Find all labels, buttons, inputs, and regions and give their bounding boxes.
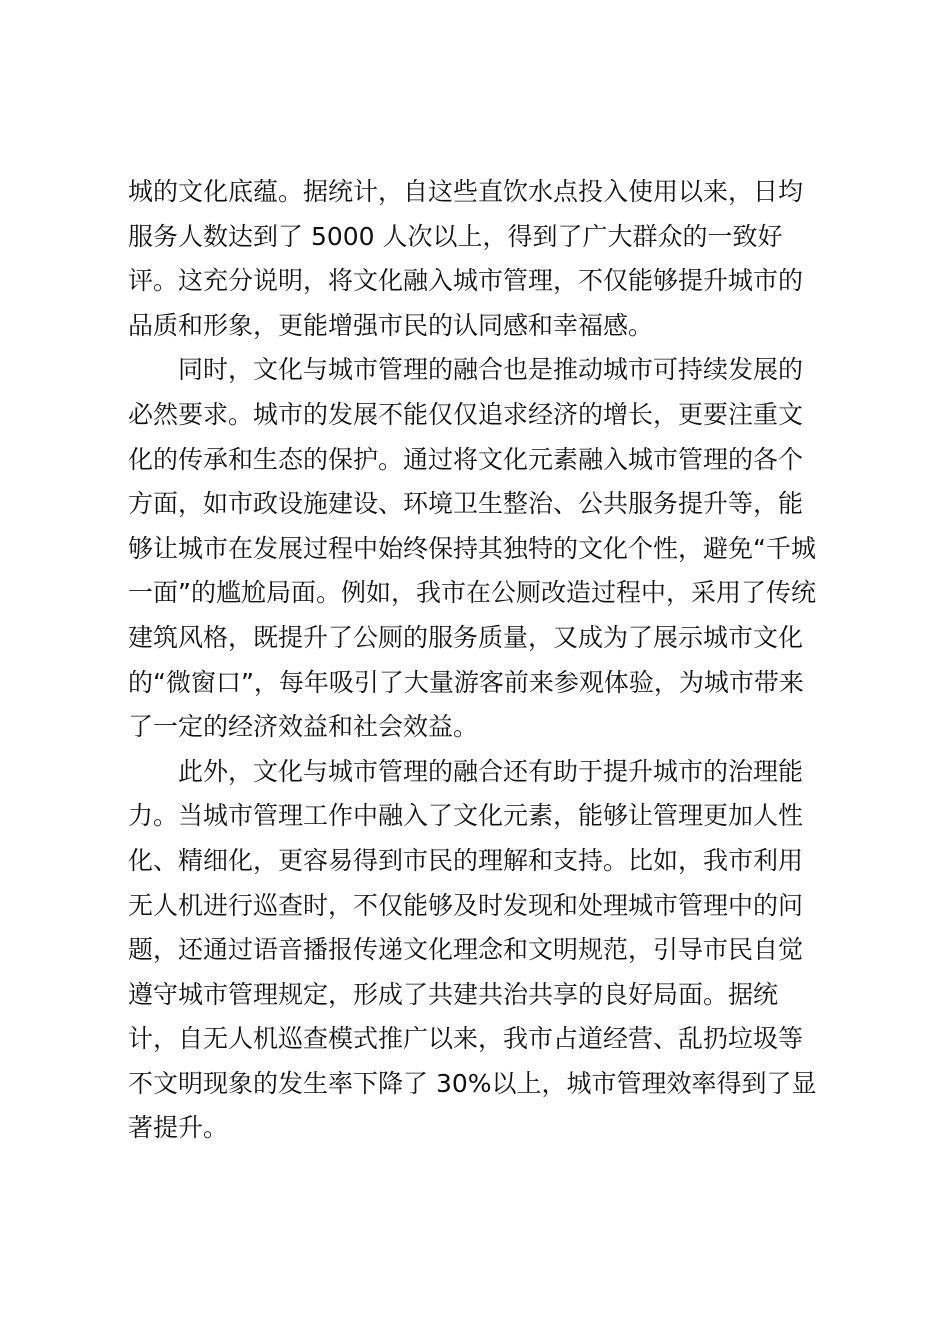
- text-line: 品质和形象，更能增强市民的认同感和幸福感。: [128, 310, 654, 340]
- text-line: 化的传承和生态的保护。通过将文化元素融入城市管理的各个: [128, 444, 804, 474]
- text-line: 够让城市在发展过程中始终保持其独特的文化个性，避免“千城: [128, 533, 816, 563]
- body-text: [128, 170, 830, 1151]
- text-line: 力。当城市管理工作中融入了文化元素，能够让管理更加人性: [128, 801, 804, 831]
- text-line: 方面，如市政设施建设、环境卫生整治、公共服务提升等，能: [128, 489, 804, 519]
- paragraph-start-line: 此外，文化与城市管理的融合还有助于提升城市的治理能: [178, 756, 804, 786]
- text-line: 题，还通过语音播报传递文化理念和文明规范，引导市民自觉: [128, 935, 804, 965]
- text-line: 一面”的尴尬局面。例如，我市在公厕改造过程中，采用了传统: [128, 578, 816, 608]
- text-line: 了一定的经济效益和社会效益。: [128, 712, 479, 742]
- text-line: 服务人数达到了 5000 人次以上，得到了广大群众的一致好: [128, 221, 783, 251]
- text-line: 评。这充分说明，将文化融入城市管理，不仅能够提升城市的: [128, 266, 804, 296]
- text-line: 的“微窗口”，每年吸引了大量游客前来参观体验，为城市带来: [128, 667, 804, 697]
- text-line: 无人机进行巡查时，不仅能够及时发现和处理城市管理中的问: [128, 890, 804, 920]
- text-line: 化、精细化，更容易得到市民的理解和支持。比如，我市利用: [128, 845, 804, 875]
- text-line: 必然要求。城市的发展不能仅仅追求经济的增长，更要注重文: [128, 399, 804, 429]
- text-line: 建筑风格，既提升了公厕的服务质量，又成为了展示城市文化: [128, 622, 804, 652]
- text-line: 计，自无人机巡查模式推广以来，我市占道经营、乱扔垃圾等: [128, 1024, 804, 1054]
- text-line: 著提升。: [128, 1113, 229, 1143]
- text-line: 不文明现象的发生率下降了 30%以上，城市管理效率得到了显: [128, 1068, 817, 1098]
- paragraph-start-line: 同时，文化与城市管理的融合也是推动城市可持续发展的: [178, 355, 804, 385]
- text-line: 城的文化底蕴。据统计，自这些直饮水点投入使用以来，日均: [128, 177, 804, 206]
- text-line: 遵守城市管理规定，形成了共建共治共享的良好局面。据统: [128, 979, 779, 1009]
